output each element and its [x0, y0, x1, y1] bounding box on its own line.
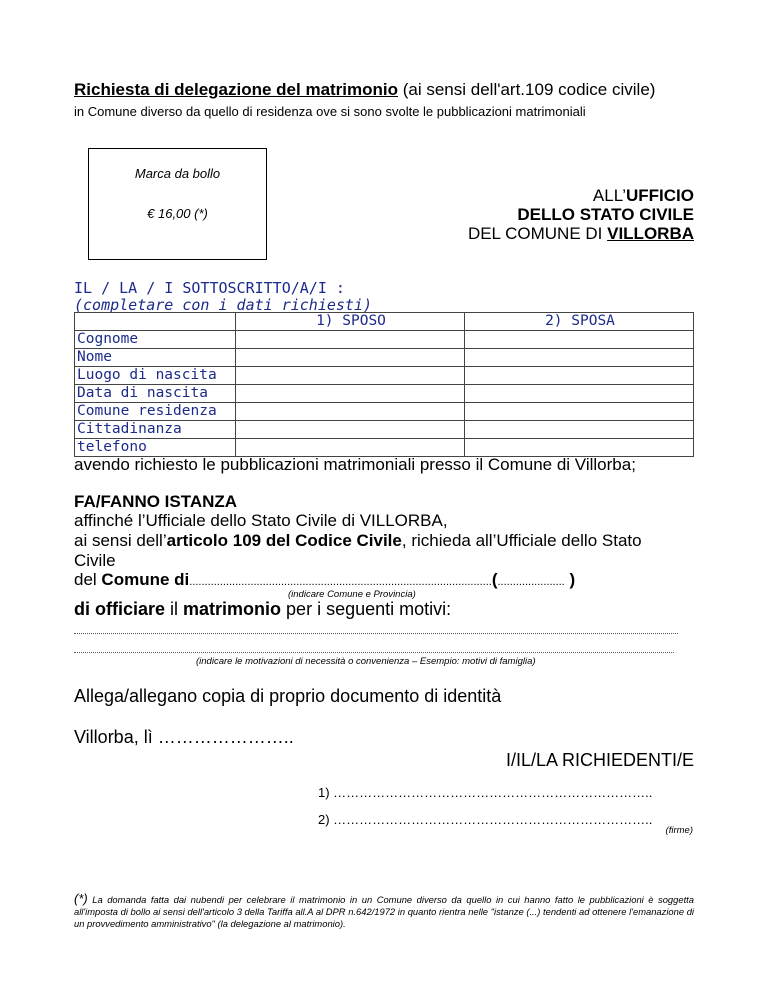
- officiare-il: il: [165, 599, 184, 619]
- row-label-telefono: telefono: [75, 439, 236, 457]
- officiare-bold: di officiare: [74, 599, 166, 619]
- comune-hint: (indicare Comune e Provincia): [288, 589, 416, 600]
- table-header-row: [75, 313, 694, 331]
- row-label-cognome: Cognome: [75, 331, 236, 349]
- telefono-sposa-field[interactable]: [465, 439, 694, 457]
- ai-sensi-line: [74, 531, 642, 551]
- recipient-line-2: [468, 205, 694, 224]
- nome-sposa-field[interactable]: [465, 349, 694, 367]
- signers-hint: (completare con i dati richiesti): [74, 296, 373, 314]
- cognome-sposo-field[interactable]: [236, 331, 465, 349]
- table-row: [75, 367, 694, 385]
- data-nascita-sposa-field[interactable]: [465, 385, 694, 403]
- comune-fill-field[interactable]: ...................................................................................................: [189, 576, 492, 588]
- place-date-line: Villorba, lì …………………..: [74, 727, 294, 747]
- recipient-ufficio: UFFICIO: [626, 186, 694, 205]
- affinche-line: affinché l’Ufficiale dello Stato Civile di VILLORBA,: [74, 511, 448, 530]
- table-row: [75, 421, 694, 439]
- row-label-luogo-nascita: Luogo di nascita: [75, 367, 236, 385]
- recipient-stato-civile: DELLO STATO CIVILE: [517, 205, 694, 224]
- table-row: [75, 331, 694, 349]
- table-row: [75, 403, 694, 421]
- cognome-sposa-field[interactable]: [465, 331, 694, 349]
- footnote-text: La domanda fatta dai nubendi per celebrare il matrimonio in un Comune diverso da quello in cui hanno fatto le pubblicazioni è soggetta all'imposta di bollo ai sensi dell'articolo 3 della Tariffa all.A al DPR n.642/1972 in quanto rientra nelle "istanze (...) tendenti ad ottenere l'emanazione di un provvedimento amministrativo" (la delegazione al matrimonio).: [74, 894, 694, 929]
- title-main: Richiesta di delegazione del matrimonio: [74, 80, 399, 99]
- revenue-stamp-box: [88, 148, 267, 260]
- publications-statement: avendo richiesto le pubblicazioni matrimoniali presso il Comune di Villorba;: [74, 455, 636, 474]
- footnote: [74, 893, 694, 930]
- title-reference: (ai sensi dell'art.109 codice civile): [398, 80, 656, 99]
- row-label-nome: Nome: [75, 349, 236, 367]
- document-subtitle: in Comune diverso da quello di residenza ove si sono svolte le pubblicazioni matrimoniali: [74, 104, 586, 119]
- provincia-fill-field[interactable]: ......................: [497, 576, 565, 588]
- cittadinanza-sposo-field[interactable]: [236, 421, 465, 439]
- cittadinanza-sposa-field[interactable]: [465, 421, 694, 439]
- stamp-amount: € 16,00 (*): [147, 206, 208, 221]
- table-header-empty: [75, 313, 236, 331]
- table-row: [75, 349, 694, 367]
- officiare-rest: per i seguenti motivi:: [281, 599, 452, 619]
- motivi-hint: (indicare le motivazioni di necessità o convenienza – Esempio: motivi di famiglia): [196, 656, 536, 667]
- signature-line-2[interactable]: 2) ………………………………………………………………..: [318, 812, 653, 827]
- ai-sensi-prefix: ai sensi dell’: [74, 531, 167, 550]
- telefono-sposo-field[interactable]: [236, 439, 465, 457]
- civile-line: Civile: [74, 551, 116, 570]
- signature-line-1[interactable]: 1) ………………………………………………………………..: [318, 785, 653, 800]
- recipient-comune: DEL COMUNE DI: [467, 224, 608, 243]
- comune-residenza-sposa-field[interactable]: [465, 403, 694, 421]
- data-nascita-sposo-field[interactable]: [236, 385, 465, 403]
- paren-close: ): [564, 570, 576, 589]
- officiare-line: [74, 599, 451, 620]
- richiedenti-label: I/IL/LA RICHIEDENTI/E: [505, 750, 694, 770]
- recipient-all: ALL’: [592, 186, 626, 205]
- comune-di-label: Comune di: [101, 570, 190, 589]
- motivi-line-1[interactable]: [74, 633, 678, 634]
- nome-sposo-field[interactable]: [236, 349, 465, 367]
- del-word: del: [74, 570, 102, 589]
- recipient-address: [468, 186, 694, 243]
- firme-label: (firme): [665, 825, 693, 836]
- recipient-line-1: [468, 186, 694, 205]
- recipient-line-3: [468, 224, 694, 243]
- istanza-heading: FA/FANNO ISTANZA: [74, 492, 238, 511]
- luogo-nascita-sposo-field[interactable]: [236, 367, 465, 385]
- footnote-marker: (*): [74, 891, 88, 906]
- spouses-data-table: [74, 312, 694, 457]
- comune-residenza-sposo-field[interactable]: [236, 403, 465, 421]
- column-header-sposo: 1) SPOSO: [236, 313, 465, 331]
- luogo-nascita-sposa-field[interactable]: [465, 367, 694, 385]
- document-title: [74, 80, 655, 100]
- article-reference: articolo 109 del Codice Civile: [166, 531, 402, 550]
- paren-open: (: [491, 570, 498, 589]
- table-row: [75, 439, 694, 457]
- row-label-comune-residenza: Comune residenza: [75, 403, 236, 421]
- allegato-statement: Allega/allegano copia di proprio documento di identità: [74, 686, 502, 706]
- table-row: [75, 385, 694, 403]
- comune-line: [74, 570, 575, 590]
- row-label-data-nascita: Data di nascita: [75, 385, 236, 403]
- stamp-label: Marca da bollo: [134, 166, 221, 181]
- signers-intro: IL / LA / I SOTTOSCRITTO/A/I :: [74, 279, 345, 297]
- motivi-line-2[interactable]: [74, 652, 674, 653]
- recipient-municipality: VILLORBA: [607, 224, 694, 243]
- row-label-cittadinanza: Cittadinanza: [75, 421, 236, 439]
- matrimonio-bold: matrimonio: [183, 599, 282, 619]
- column-header-sposa: 2) SPOSA: [465, 313, 694, 331]
- ai-sensi-suffix: , richieda all’Ufficiale dello Stato: [401, 531, 642, 550]
